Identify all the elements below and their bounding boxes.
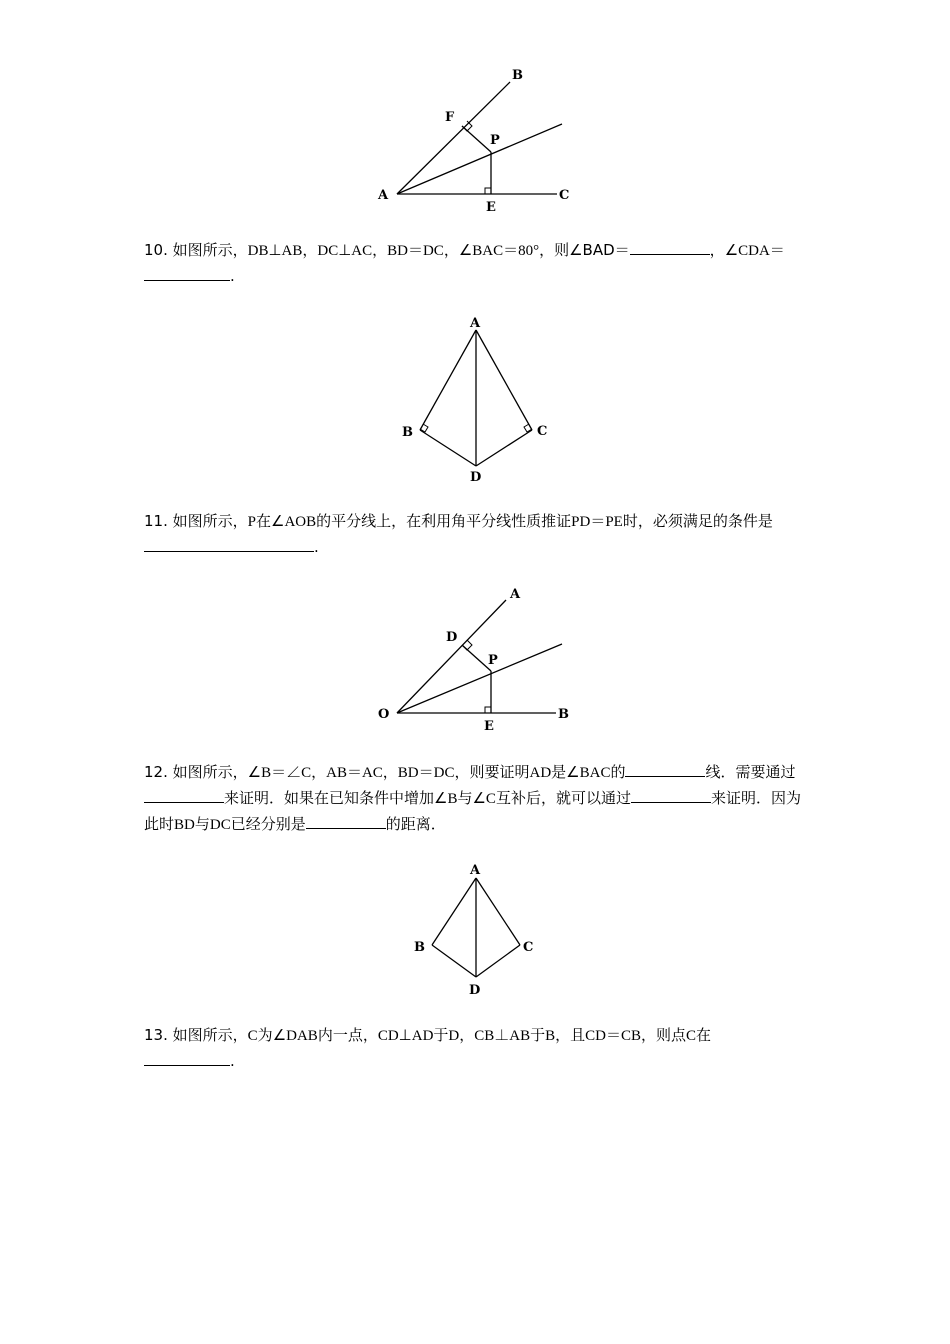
question-number: 10. [144, 241, 168, 259]
question-number: 11. [144, 512, 168, 530]
question-12: 12. 如图所示，∠B＝∠C，AB＝AC，BD＝DC，则要证明AD是∠BAC的 线．需要通过来证明．如果在已知条件中增加∠B与∠C互补后，就可以通过 来证明．因为此时BD与DC已经分别是 的距离． [144, 760, 812, 838]
label-D: D [469, 983, 481, 998]
label-B: B [414, 940, 425, 955]
label-A: A [470, 863, 481, 878]
segment-AB [432, 878, 476, 945]
segment-CD [476, 945, 520, 977]
question-10: 10. 如图所示，DB⊥AB，DC⊥AC，BD＝DC，∠BAC＝80°，则∠BAD＝ ，∠CDA＝ . [144, 238, 812, 289]
label-B: B [402, 425, 413, 440]
label-F: F [445, 110, 455, 125]
question-number: 12. [144, 763, 168, 781]
label-B: B [512, 68, 523, 83]
segment-AC [476, 878, 520, 945]
label-D: D [446, 630, 458, 645]
label-B: B [558, 707, 569, 722]
label-E: E [484, 719, 494, 734]
question-11: 11. 如图所示，P在∠AOB的平分线上，在利用角平分线性质推证PD＝PE时，必须满足的条件是. [144, 512, 773, 556]
label-A: A [378, 188, 389, 203]
segment-BD [432, 945, 476, 977]
label-A: A [510, 587, 521, 602]
label-P: P [488, 653, 498, 668]
label-A: A [470, 316, 481, 331]
question-number: 13. [144, 1026, 168, 1044]
question-13: 13. 如图所示，C为∠DAB内一点，CD⊥AD于D，CB⊥AB于B，且CD＝CB，则点C在 . [144, 1026, 712, 1070]
label-C: C [523, 940, 534, 955]
label-P: P [490, 133, 500, 148]
answer-blank-location[interactable] [144, 1049, 230, 1066]
label-E: E [486, 200, 496, 215]
label-D: D [470, 470, 482, 485]
label-C: C [537, 424, 548, 439]
label-O: O [378, 707, 390, 722]
label-C: C [559, 188, 570, 203]
